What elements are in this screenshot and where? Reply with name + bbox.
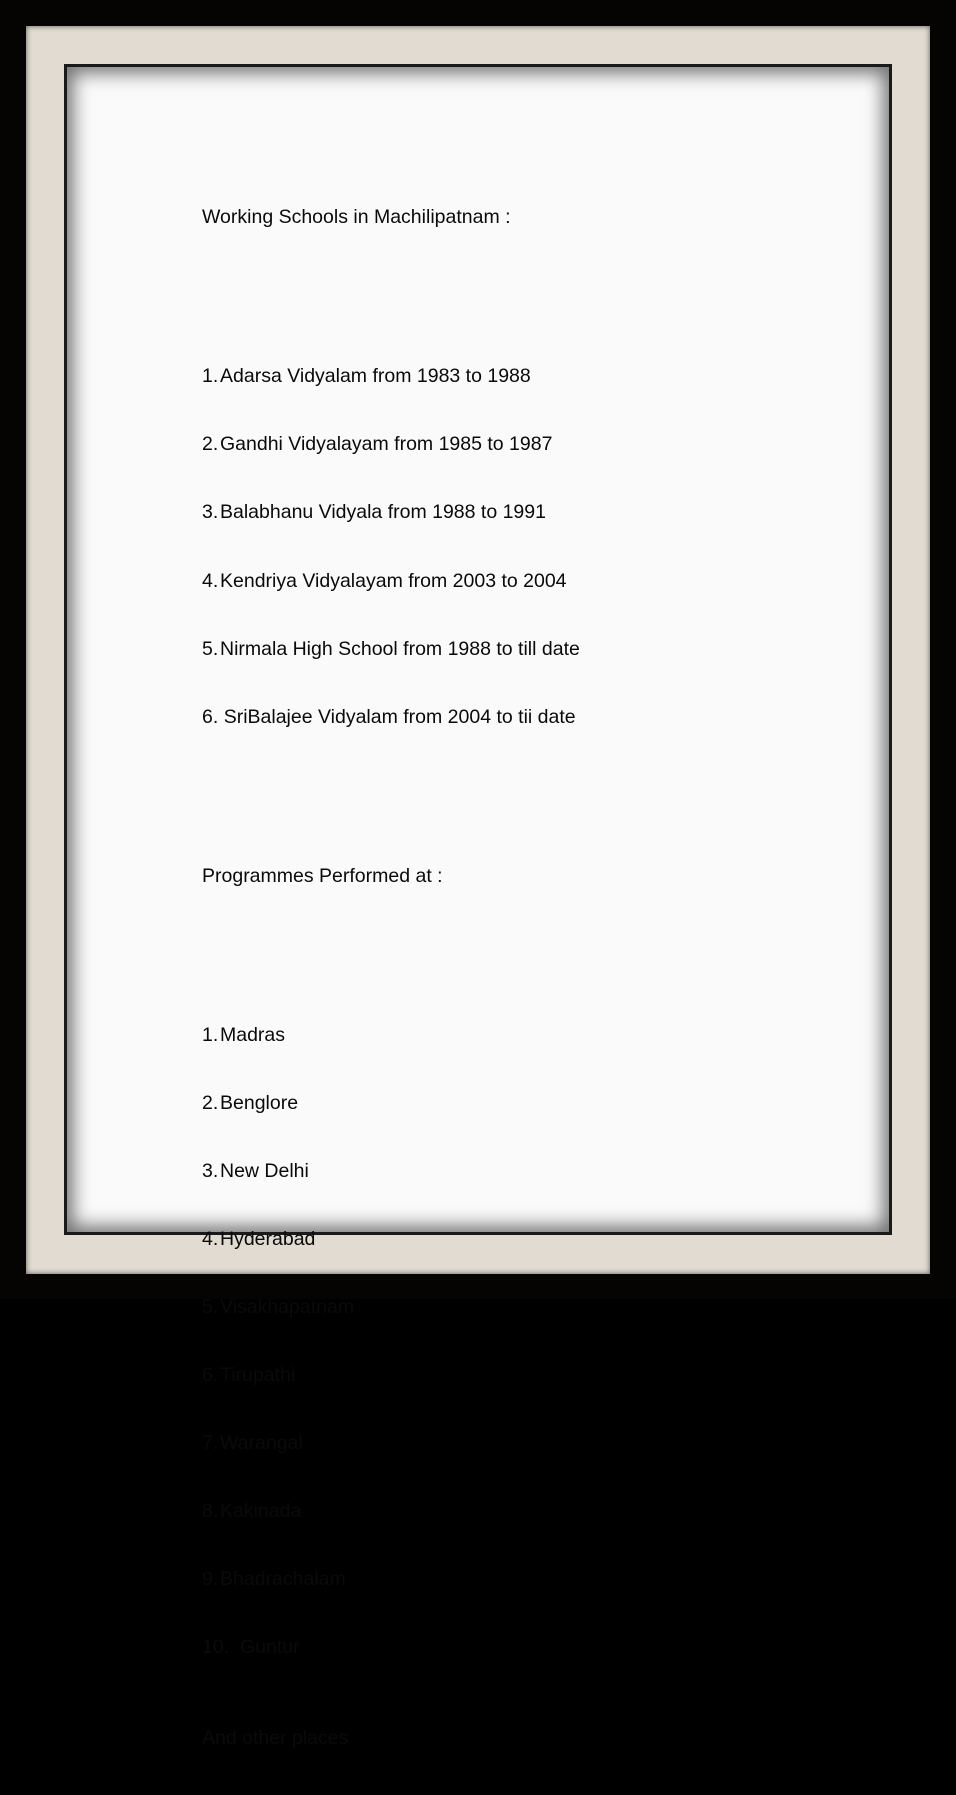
list-number: 9. xyxy=(202,1568,219,1591)
school-text: Gandhi Vidyalayam from 1985 to 1987 xyxy=(220,433,553,456)
place-item xyxy=(202,1364,580,1387)
place-item xyxy=(202,1228,580,1251)
place-text: Visakhapatnam xyxy=(220,1295,355,1318)
place-item xyxy=(202,1092,580,1115)
place-item xyxy=(202,1160,580,1183)
document-text xyxy=(202,161,580,1795)
spacer xyxy=(202,275,580,298)
school-item xyxy=(202,570,580,593)
place-text: New Delhi xyxy=(220,1159,309,1182)
list-number: 1. xyxy=(202,365,219,388)
school-item xyxy=(202,365,580,388)
place-text: Hyderabad xyxy=(220,1227,316,1250)
place-item xyxy=(202,1500,580,1523)
place-text: Tirupathi xyxy=(220,1364,296,1387)
place-item xyxy=(202,1568,580,1591)
school-text: Kendriya Vidyalayam from 2003 to 2004 xyxy=(220,569,567,592)
list-number: 2. xyxy=(202,433,219,456)
school-text: Nirmala High School from 1988 to till date xyxy=(220,637,580,660)
school-text: Balabhanu Vidyala from 1988 to 1991 xyxy=(220,501,546,524)
list-number: 4. xyxy=(202,1227,219,1250)
place-text: Warangal xyxy=(220,1432,303,1455)
list-number: 4. xyxy=(202,569,219,592)
place-text: Guntur xyxy=(239,1636,300,1659)
list-number: 7. xyxy=(202,1432,219,1455)
school-item xyxy=(202,501,580,524)
list-number: 6. xyxy=(202,705,224,728)
list-number: 3. xyxy=(202,501,219,524)
programmes-heading: Programmes Performed at : xyxy=(202,864,443,887)
place-text: Kakinada xyxy=(220,1500,302,1523)
place-text: Madras xyxy=(220,1023,286,1046)
list-number: 6. xyxy=(202,1364,219,1387)
list-number: 10. xyxy=(202,1636,240,1659)
place-text: Benglore xyxy=(220,1091,299,1114)
school-item xyxy=(202,433,580,456)
list-number: 5. xyxy=(202,637,219,660)
list-number: 5. xyxy=(202,1295,219,1318)
closing-line: And other places xyxy=(202,1727,349,1750)
school-item xyxy=(202,706,580,729)
list-number: 3. xyxy=(202,1159,219,1182)
place-item xyxy=(202,1636,580,1659)
spacer xyxy=(202,797,580,820)
place-text: Bhadrachalam xyxy=(220,1568,346,1591)
schools-heading: Working Schools in Machilipatnam : xyxy=(202,206,511,229)
place-item xyxy=(202,1024,580,1047)
place-item xyxy=(202,1296,580,1319)
list-number: 2. xyxy=(202,1091,219,1114)
list-number: 1. xyxy=(202,1023,219,1046)
place-item xyxy=(202,1432,580,1455)
list-number: 8. xyxy=(202,1500,219,1523)
school-text: SriBalajee Vidyalam from 2004 to tii date xyxy=(223,705,576,728)
school-text: Adarsa Vidyalam from 1983 to 1988 xyxy=(220,365,531,388)
spacer xyxy=(202,933,580,956)
school-item xyxy=(202,638,580,661)
